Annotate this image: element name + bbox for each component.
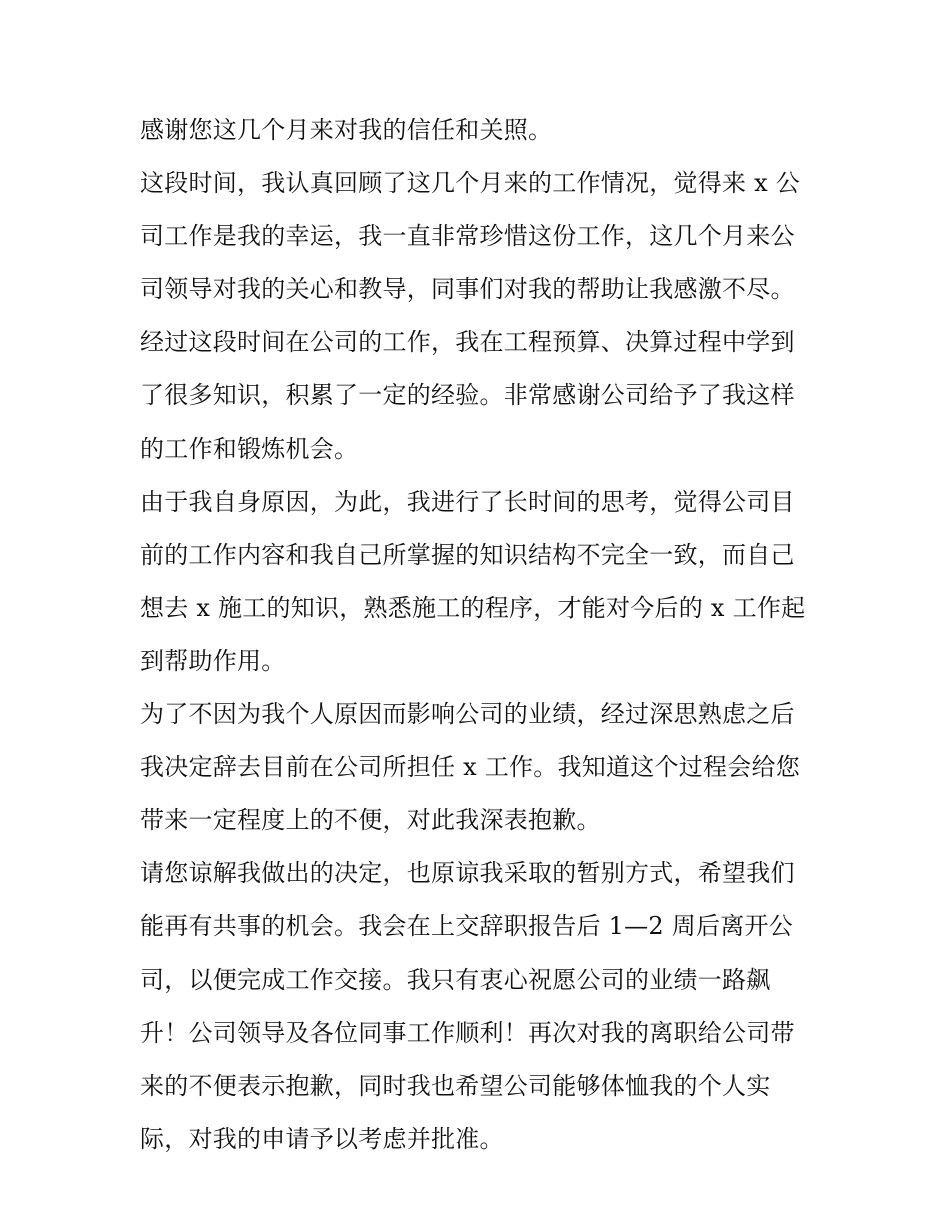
text-line: 为了不因为我个人原因而影响公司的业绩，经过深思熟虑之后 [140, 700, 795, 729]
text-line: 司领导对我的关心和教导，同事们对我的帮助让我感激不尽。 [140, 275, 795, 304]
text-line: 际，对我的申请予以考虑并批准。 [140, 1124, 504, 1153]
text-line: 的工作和锻炼机会。 [140, 434, 359, 463]
text-line: 带来一定程度上的不便，对此我深表抱歉。 [140, 806, 601, 835]
text-line: 司，以便完成工作交接。我只有衷心祝愿公司的业绩一路飙 [140, 965, 771, 994]
text-line: 升！公司领导及各位同事工作顺利！再次对我的离职给公司带 [140, 1018, 795, 1047]
resignation-letter-body [140, 108, 820, 1170]
text-line: 感谢您这几个月来对我的信任和关照。 [140, 116, 553, 144]
text-line: 能再有共事的机会。我会在上交辞职报告后 1—2 周后离开公 [140, 912, 794, 941]
text-line: 想去 x 施工的知识，熟悉施工的程序，才能对今后的 x 工作起 [140, 593, 806, 622]
text-line: 这段时间，我认真回顾了这几个月来的工作情况，觉得来 x 公 [140, 169, 801, 198]
text-line: 来的不便表示抱歉，同时我也希望公司能够体恤我的个人实 [140, 1071, 771, 1100]
text-line: 了很多知识，积累了一定的经验。非常感谢公司给予了我这样 [140, 381, 795, 410]
text-line: 司工作是我的幸运，我一直非常珍惜这份工作，这几个月来公 [140, 222, 795, 251]
text-line: 前的工作内容和我自己所掌握的知识结构不完全一致，而自己 [140, 540, 795, 569]
text-line: 我决定辞去目前在公司所担任 x 工作。我知道这个过程会给您 [140, 753, 801, 782]
text-line: 经过这段时间在公司的工作，我在工程预算、决算过程中学到 [140, 328, 795, 357]
text-line: 由于我自身原因，为此，我进行了长时间的思考，觉得公司目 [140, 487, 795, 516]
text-line: 到帮助作用。 [140, 646, 286, 675]
text-line: 请您谅解我做出的决定，也原谅我采取的暂别方式，希望我们 [140, 859, 795, 888]
